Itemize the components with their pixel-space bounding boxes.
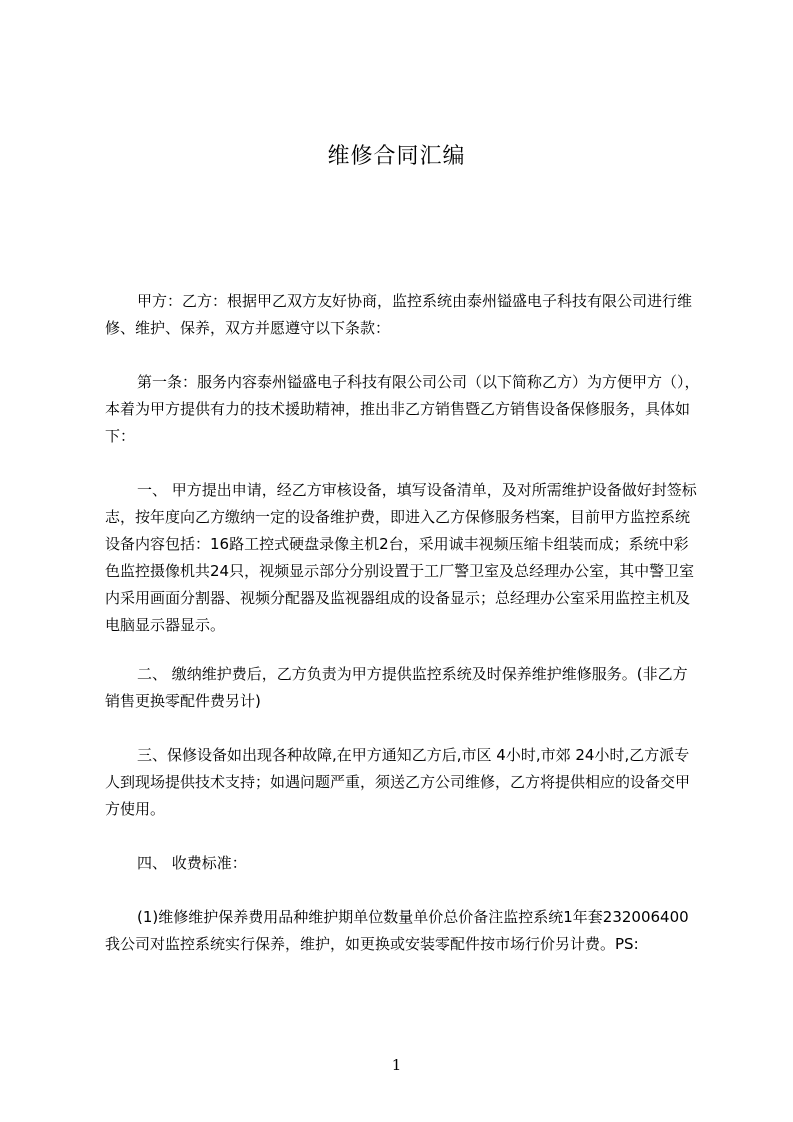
paragraph-clause-one: 一、 甲方提出申请，经乙方审核设备，填写设备清单，及对所需维护设备做好封签标志，按年度向乙方缴纳一定的设备维护费，即进入乙方保修服务档案，目前甲方监控系统设备内容包括：16路工控式硬盘录像主机2台，采用诚丰视频压缩卡组装而成；系统中彩色监控摄像机共24只，视频显示部分分别设置于工厂警卫室及总经理办公室，其中警卫室内采用画面分割器、视频分配器及监视器组成的设备显示；总经理办公室采用监控主机及电脑显示器显示。 xyxy=(105,481,697,634)
page-number: 1 xyxy=(391,1056,402,1074)
paragraph-parties: 甲方：乙方：根据甲乙双方友好协商，监控系统由泰州镒盛电子科技有限公司进行维修、维护、保养，双方并愿遵守以下条款： xyxy=(105,292,693,337)
paragraph-clause-three: 三、保修设备如出现各种故障,在甲方通知乙方后,市区 4小时,市郊 24小时,乙方派专人到现场提供技术支持；如遇问题严重，须送乙方公司维修，乙方将提供相应的设备交甲方使用。 xyxy=(105,746,691,818)
paragraph-fee-details: (1)维修维护保养费用品种维护期单位数量单价总价备注监控系统1年套232006400我公司对监控系统实行保养，维护，如更换或安装零配件按市场行价另计费。PS: xyxy=(105,908,689,953)
paragraph-clause-four-heading: 四、 收费标准： xyxy=(137,854,247,872)
document-title: 维修合同汇编 xyxy=(327,144,466,169)
paragraph-clause-two: 二、 缴纳维护费后，乙方负责为甲方提供监控系统及时保养维护维修服务。(非乙方销售更换零配件费另计) xyxy=(105,665,688,710)
paragraph-article-one: 第一条：服务内容泰州镒盛电子科技有限公司公司（以下简称乙方）为方便甲方（），本着为甲方提供有力的技术援助精神，推出非乙方销售暨乙方销售设备保修服务，具体如下： xyxy=(105,373,700,445)
